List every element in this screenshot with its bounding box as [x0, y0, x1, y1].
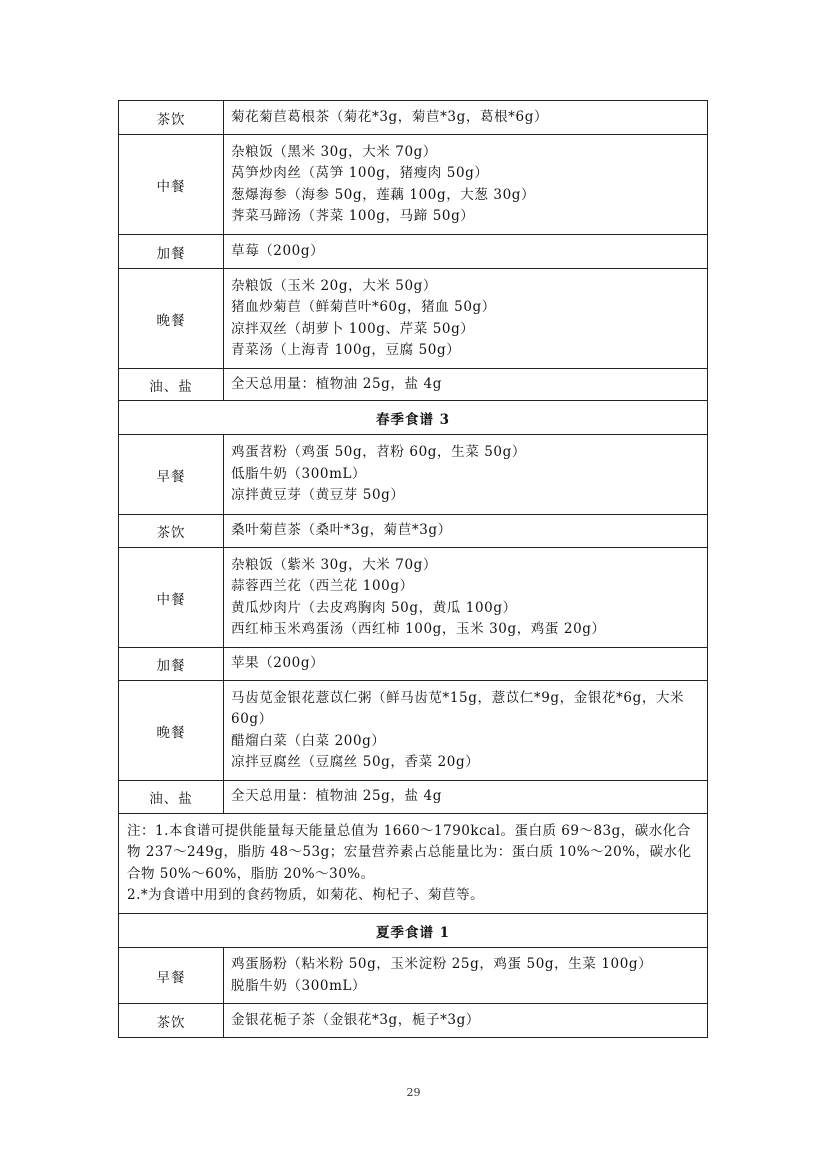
menu-row: [119, 101, 708, 135]
meal-content: [224, 269, 708, 369]
meal-label: 晚餐: [119, 269, 224, 369]
meal-label: 茶饮: [119, 101, 224, 135]
menu-row: [119, 781, 708, 814]
menu-row: [119, 515, 708, 548]
dish-line: 全天总用量：植物油 25g，盐 4g: [231, 375, 442, 392]
menu-row: [119, 435, 708, 515]
dish-line: 金银花栀子茶（金银花*3g，栀子*3g）: [231, 1011, 480, 1028]
dish-line: 醋熘白菜（白菜 200g）: [231, 732, 386, 749]
meal-content: [224, 515, 708, 548]
meal-content: [224, 1004, 708, 1038]
menu-row: [119, 648, 708, 681]
section-title-spring-3: 春季食谱 3: [119, 401, 708, 435]
dish-line: 青菜汤（上海青 100g，豆腐 50g）: [231, 342, 461, 358]
meal-label: 早餐: [119, 435, 224, 515]
meal-content: [224, 781, 708, 814]
menu-row: [119, 369, 708, 401]
menu-row: [119, 948, 708, 1004]
dish-line: 鸡蛋苕粉（鸡蛋 50g，苕粉 60g，生菜 50g）: [231, 444, 526, 461]
meal-label: 加餐: [119, 648, 224, 681]
meal-label: 中餐: [119, 135, 224, 235]
menu-row: [119, 681, 708, 781]
meal-content: [224, 101, 708, 135]
meal-label: 茶饮: [119, 1004, 224, 1038]
dish-line: 苹果（200g）: [231, 655, 325, 672]
meal-content: [224, 681, 708, 781]
dish-line: 杂粮饭（黑米 30g，大米 70g）: [231, 143, 438, 160]
section-title-spring-3-row: [119, 401, 708, 435]
dish-line: 脱脂牛奶（300mL）: [231, 977, 367, 994]
dish-line: 凉拌黄豆芽（黄豆芽 50g）: [231, 487, 405, 504]
nutrition-notes: [119, 814, 708, 914]
dish-line: 草莓（200g）: [231, 242, 325, 259]
dish-line: 蒜蓉西兰花（西兰花 100g）: [231, 578, 414, 594]
meal-label: 油、盐: [119, 369, 224, 401]
note-line: 注：1.本食谱可提供能量每天能量总值为 1660～1790kcal。蛋白质 69～83g，碳水化合物 237～249g，脂肪 48～53g；宏量营养素占总能量比为：蛋白质 10%～20%，碳水化合物 50%～60%，脂肪 20%～30%。: [127, 822, 692, 882]
dish-line: 鸡蛋肠粉（粘米粉 50g，玉米淀粉 25g，鸡蛋 50g，生菜 100g）: [231, 956, 653, 972]
menu-row: [119, 1004, 708, 1038]
note-line: 2.*为食谱中用到的食药物质，如菊花、枸杞子、菊苣等。: [127, 887, 485, 903]
section-title-summer-1-row: [119, 914, 708, 948]
meal-label: 晚餐: [119, 681, 224, 781]
meal-label: 茶饮: [119, 515, 224, 548]
dish-line: 葱爆海参（海参 50g，莲藕 100g，大葱 30g）: [231, 186, 536, 203]
dish-line: 黄瓜炒肉片（去皮鸡胸肉 50g，黄瓜 100g）: [231, 599, 517, 616]
menu-row: [119, 235, 708, 269]
dish-line: 马齿苋金银花薏苡仁粥（鲜马齿苋*15g，薏苡仁*9g，金银花*6g，大米 60g）: [231, 689, 685, 727]
meal-content: [224, 435, 708, 515]
dish-line: 西红柿玉米鸡蛋汤（西红柿 100g，玉米 30g，鸡蛋 20g）: [231, 621, 606, 637]
dish-line: 杂粮饭（玉米 20g，大米 50g）: [231, 277, 438, 294]
menu-row: [119, 269, 708, 369]
page-number: 29: [406, 1086, 421, 1099]
dish-line: 桑叶菊苣茶（桑叶*3g，菊苣*3g）: [231, 522, 452, 539]
dish-line: 菊花菊苣葛根茶（菊花*3g，菊苣*3g，葛根*6g）: [231, 108, 549, 125]
menu-row: [119, 135, 708, 235]
dish-line: 荠菜马蹄汤（荠菜 100g，马蹄 50g）: [231, 208, 475, 224]
menu-row: [119, 548, 708, 648]
meal-label: 早餐: [119, 948, 224, 1004]
meal-content: [224, 548, 708, 648]
meal-content: [224, 648, 708, 681]
meal-content: [224, 235, 708, 269]
dish-line: 杂粮饭（紫米 30g，大米 70g）: [231, 556, 438, 573]
meal-content: [224, 948, 708, 1004]
dish-line: 莴笋炒肉丝（莴笋 100g，猪瘦肉 50g）: [231, 165, 489, 181]
dish-line: 猪血炒菊苣（鲜菊苣叶*60g，猪血 50g）: [231, 299, 496, 315]
section-title-summer-1: 夏季食谱 1: [119, 914, 708, 948]
meal-label: 加餐: [119, 235, 224, 269]
dish-line: 低脂牛奶（300mL）: [231, 465, 367, 482]
dish-line: 全天总用量：植物油 25g，盐 4g: [231, 788, 442, 805]
meal-label: 中餐: [119, 548, 224, 648]
dish-line: 凉拌双丝（胡萝卜 100g、芹菜 50g）: [231, 320, 475, 337]
meal-content: [224, 135, 708, 235]
dish-line: 凉拌豆腐丝（豆腐丝 50g，香菜 20g）: [231, 754, 480, 770]
meal-content: [224, 369, 708, 401]
diet-menu-table: [118, 100, 708, 1038]
menu-table-body: [119, 101, 708, 1038]
notes-row: [119, 814, 708, 914]
meal-label: 油、盐: [119, 781, 224, 814]
